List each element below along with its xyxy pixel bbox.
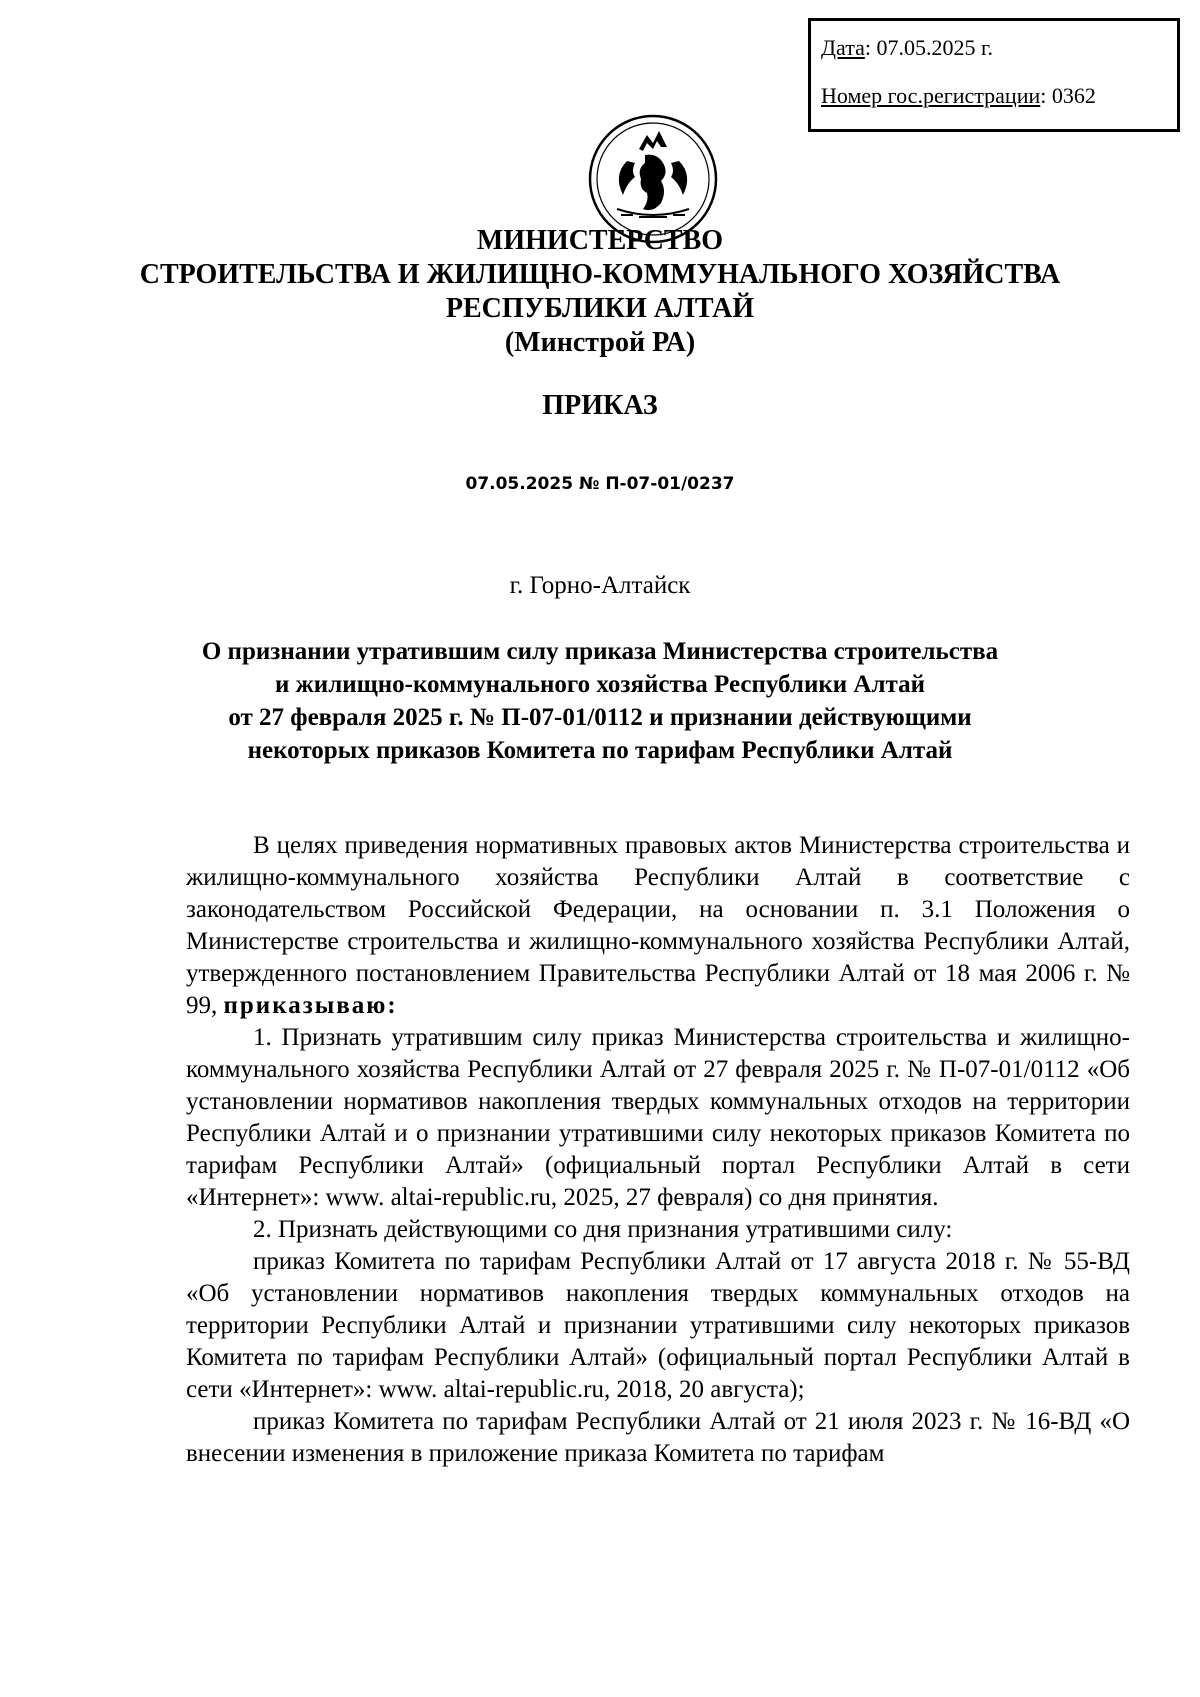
registration-date [821, 35, 993, 61]
subject-line-1: О признании утратившим силу приказа Министерства строительства [201, 638, 999, 665]
document-number: 07.05.2025 № П-07-01/0237 [465, 474, 735, 494]
subject-line-4: некоторых приказов Комитета по тарифам Республики Алтай [247, 737, 953, 764]
registration-date-value: : 07.05.2025 г. [864, 35, 994, 60]
preamble-paragraph [186, 830, 1130, 1022]
registration-number [821, 83, 1096, 109]
registration-stamp [808, 18, 1180, 132]
item-2a-paragraph: приказ Комитета по тарифам Республики Алтай от 17 августа 2018 г. № 55-ВД «Об установлении нормативов накопления твердых коммунальных отходов на территории Республики Алтай и признании утратившими силу некоторых приказов Комитета по тарифам Республики Алтай» (официальный портал Республики Алтай в сети «Интернет»: www. altai-republic.ru, 2018, 20 августа); [186, 1248, 1130, 1403]
ministry-name-line-3: РЕСПУБЛИКИ АЛТАЙ [445, 293, 755, 324]
registration-number-value: : 0362 [1040, 83, 1096, 108]
document-title: ПРИКАЗ [542, 390, 658, 421]
preamble-text: В целях приведения нормативных правовых актов Министерства строительства и жилищно-коммунального хозяйства Республики Алтай в соответствие с законодательством Российской Федерации, на основании п. 3.1 Положения о Министерстве строительства и жилищно-коммунального хозяйства Республики Алтай, утвержденного постановлением Правительства Республики Алтай от 18 мая 2006 г. № 99, [186, 832, 1130, 1019]
item-2b-paragraph: приказ Комитета по тарифам Республики Алтай от 21 июля 2023 г. № 16-ВД «О внесении изменения в приложение приказа Комитета по тарифам [186, 1408, 1130, 1467]
item-1-paragraph: 1. Признать утратившим силу приказ Министерства строительства и жилищно-коммунального хозяйства Республики Алтай от 27 февраля 2025 г. № П-07-01/0112 «Об установлении нормативов накопления твердых коммунальных отходов на территории Республики Алтай и о признании утратившими силу некоторых приказов Комитета по тарифам Республики Алтай» (официальный портал Республики Алтай в сети «Интернет»: www. altai-republic.ru, 2025, 27 февраля) со дня принятия. [186, 1024, 1130, 1211]
ministry-name-line-1: МИНИСТЕРСТВО [476, 225, 724, 256]
item-2-paragraph: 2. Признать действующими со дня признания утратившими силу: [253, 1216, 953, 1243]
subject-line-3: от 27 февраля 2025 г. № П-07-01/0112 и признании действующими [228, 704, 972, 731]
registration-date-label: Дата [821, 35, 865, 60]
registration-number-label: Номер гос.регистрации [821, 83, 1041, 108]
city: г. Горно-Алтайск [509, 572, 691, 599]
subject-line-2: и жилищно-коммунального хозяйства Республики Алтай [275, 671, 925, 698]
ministry-short-name: (Минстрой РА) [504, 327, 696, 358]
ministry-name-line-2: СТРОИТЕЛЬСТВА И ЖИЛИЩНО-КОММУНАЛЬНОГО ХОЗЯЙСТВА [139, 259, 1061, 290]
order-word: приказываю: [223, 992, 398, 1019]
document-body [186, 830, 1130, 1470]
